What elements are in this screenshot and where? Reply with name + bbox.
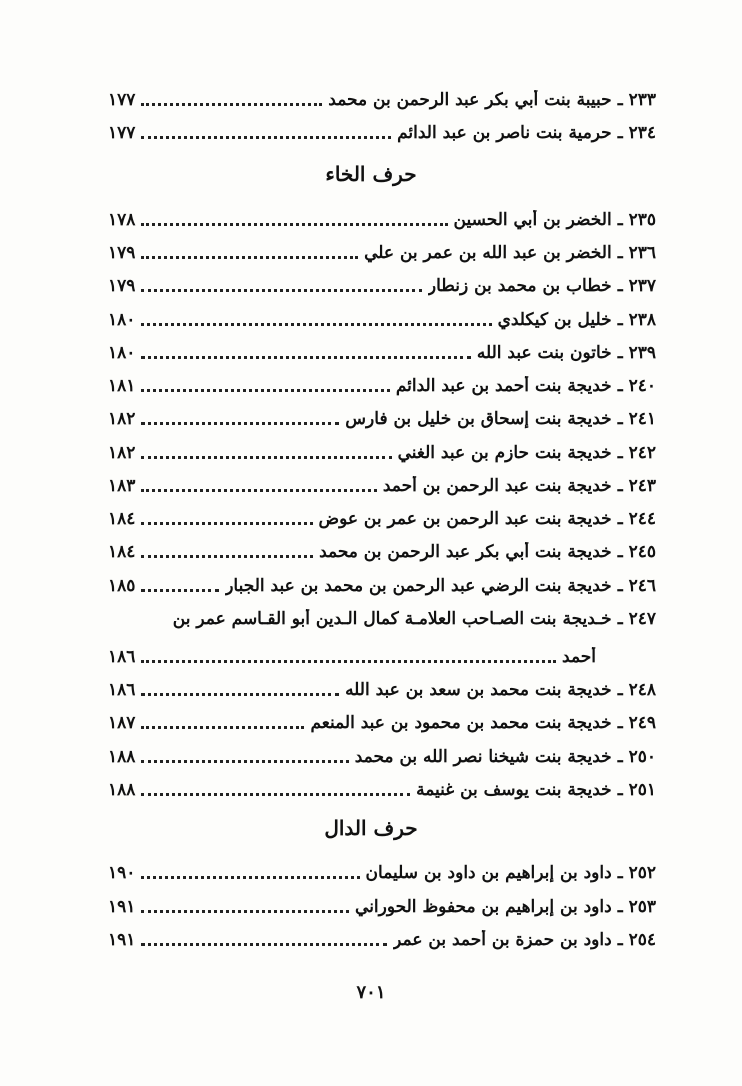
entry-page: ١٨٨ (108, 780, 136, 800)
toc-entry (108, 571, 656, 601)
entry-page: ١٨٦ (108, 680, 136, 700)
entry-number: ٢٣٨ ـ (617, 310, 656, 330)
toc-entry (108, 118, 656, 148)
toc-entry-continuation (108, 642, 656, 672)
entry-number: ٢٤٣ ـ (617, 476, 656, 496)
entry-number: ٢٤٧ ـ (617, 609, 656, 629)
entry-page: ١٨٢ (108, 443, 136, 463)
entry-page: ١٨٤ (108, 509, 136, 529)
entry-number: ٢٤١ ـ (617, 409, 656, 429)
entry-title: خديجة بنت حازم بن عبد الغني (397, 443, 612, 463)
entry-page: ١٩١ (108, 897, 136, 917)
leader-dots (141, 793, 410, 796)
entry-number: ٢٥٢ ـ (617, 863, 656, 883)
leader-dots (141, 693, 339, 696)
leader-dots (141, 223, 447, 226)
entry-page: ١٨٨ (108, 747, 136, 767)
entry-number: ٢٤٢ ـ (617, 443, 656, 463)
entry-number: ٢٤٠ ـ (617, 376, 656, 396)
toc-entry (108, 371, 656, 401)
page-number: ٧٠١ (356, 982, 386, 1003)
entry-number: ٢٣٩ ـ (617, 343, 656, 363)
entry-title: خديجة بنت أبي بكر عبد الرحمن بن محمد (319, 542, 612, 562)
toc-entry (108, 675, 656, 705)
entry-page: ١٨١ (108, 376, 136, 396)
entry-number: ٢٣٦ ـ (617, 243, 656, 263)
toc-entry (108, 858, 656, 888)
entry-number: ٢٣٣ ـ (617, 90, 656, 110)
toc-entry (108, 271, 656, 301)
entry-number: ٢٤٩ ـ (617, 713, 656, 733)
leader-dots (141, 726, 304, 729)
leader-dots (141, 555, 313, 558)
leader-dots (141, 589, 219, 592)
toc-entry (108, 775, 656, 805)
entry-page: ١٧٧ (108, 123, 136, 143)
toc-entry (108, 238, 656, 268)
leader-dots (141, 289, 422, 292)
entry-title: حبيبة بنت أبي بكر عبد الرحمن بن محمد (328, 90, 612, 110)
entry-title: خديجة بنت عبد الرحمن بن أحمد (382, 476, 612, 496)
entry-page: ١٨٠ (108, 310, 136, 330)
entry-page: ١٨٧ (108, 713, 136, 733)
entry-title: داود بن حمزة بن أحمد بن عمر (393, 930, 612, 950)
entry-number: ٢٤٦ ـ (617, 576, 656, 596)
toc-entry (108, 471, 656, 501)
entry-title: خطاب بن محمد بن زنطار (427, 276, 612, 296)
entry-title: خليل بن كيكلدي (497, 310, 612, 330)
entry-number: ٢٤٤ ـ (617, 509, 656, 529)
toc-entry (108, 338, 656, 368)
leader-dots (141, 456, 391, 459)
entry-number: ٢٥٤ ـ (617, 930, 656, 950)
entry-title: خديجة بنت الرضي عبد الرحمن بن محمد بن عبد الجبار (225, 576, 612, 596)
toc-entry (108, 305, 656, 335)
leader-dots (141, 522, 312, 525)
entry-page: ١٧٧ (108, 90, 136, 110)
leader-dots (141, 876, 359, 879)
entry-title: خـديجة بنت الصـاحب العلامـة كمال الـدين أبو القـاسم عمر بن (172, 609, 612, 629)
entry-title-continued: أحمد (562, 647, 596, 667)
entry-number: ٢٤٨ ـ (617, 680, 656, 700)
entry-title: خديجة بنت محمد بن سعد بن عبد الله (345, 680, 612, 700)
entry-title: الخضر بن أبي الحسين (453, 210, 612, 230)
leader-dots (141, 910, 349, 913)
toc-entry (108, 742, 656, 772)
entry-title: خديجة بنت أحمد بن عبد الدائم (395, 376, 612, 396)
entry-page: ١٨٦ (108, 647, 136, 667)
toc-entry (108, 205, 656, 235)
entry-page: ١٨٣ (108, 476, 136, 496)
entry-page: ١٩١ (108, 930, 136, 950)
leader-dots (141, 356, 470, 359)
entry-page: ١٧٨ (108, 210, 136, 230)
entry-number: ٢٥١ ـ (617, 780, 656, 800)
entry-page: ١٧٩ (108, 243, 136, 263)
entry-number: ٢٥٣ ـ (617, 897, 656, 917)
leader-dots (141, 256, 358, 259)
entry-number: ٢٣٧ ـ (617, 276, 656, 296)
leader-dots (141, 660, 556, 663)
entry-title: خاتون بنت عبد الله (476, 343, 612, 363)
leader-dots (141, 760, 348, 763)
entry-page: ١٨٤ (108, 542, 136, 562)
toc-entry (108, 504, 656, 534)
toc-entry (108, 925, 656, 955)
entry-title: داود بن إبراهيم بن محفوظ الحوراني (355, 897, 612, 917)
entry-number: ٢٣٥ ـ (617, 210, 656, 230)
toc-entry (108, 708, 656, 738)
entry-number: ٢٤٥ ـ (617, 542, 656, 562)
entry-page: ١٨٠ (108, 343, 136, 363)
entry-title: خديجة بنت شيخنا نصر الله بن محمد (354, 747, 612, 767)
toc-entry (108, 85, 656, 115)
entry-number: ٢٥٠ ـ (617, 747, 656, 767)
leader-dots (141, 422, 339, 425)
entry-title: حرمية بنت ناصر بن عبد الدائم (397, 123, 612, 143)
entry-page: ١٨٢ (108, 409, 136, 429)
leader-dots (141, 323, 491, 326)
entry-number: ٢٣٤ ـ (617, 123, 656, 143)
leader-dots (141, 389, 389, 392)
entry-title: خديجة بنت يوسف بن غنيمة (416, 780, 612, 800)
entry-page: ١٩٠ (108, 863, 136, 883)
section-heading-khaa: حرف الخاء (325, 162, 417, 186)
entry-title: الخضر بن عبد الله بن عمر بن علي (364, 243, 612, 263)
toc-entry-wrapped (108, 604, 656, 634)
toc-entry (108, 438, 656, 468)
entry-title: خديجة بنت إسحاق بن خليل بن فارس (345, 409, 612, 429)
leader-dots (141, 136, 391, 139)
entry-title: خديجة بنت عبد الرحمن بن عمر بن عوض (318, 509, 612, 529)
leader-dots (141, 103, 322, 106)
toc-entry (108, 892, 656, 922)
toc-entry (108, 537, 656, 567)
entry-title: خديجة بنت محمد بن محمود بن عبد المنعم (310, 713, 612, 733)
entry-page: ١٨٥ (108, 576, 136, 596)
entry-title: داود بن إبراهيم بن داود بن سليمان (365, 863, 612, 883)
leader-dots (141, 943, 387, 946)
leader-dots (141, 489, 376, 492)
section-heading-dal: حرف الدال (324, 816, 418, 840)
toc-entry (108, 404, 656, 434)
entry-page: ١٧٩ (108, 276, 136, 296)
